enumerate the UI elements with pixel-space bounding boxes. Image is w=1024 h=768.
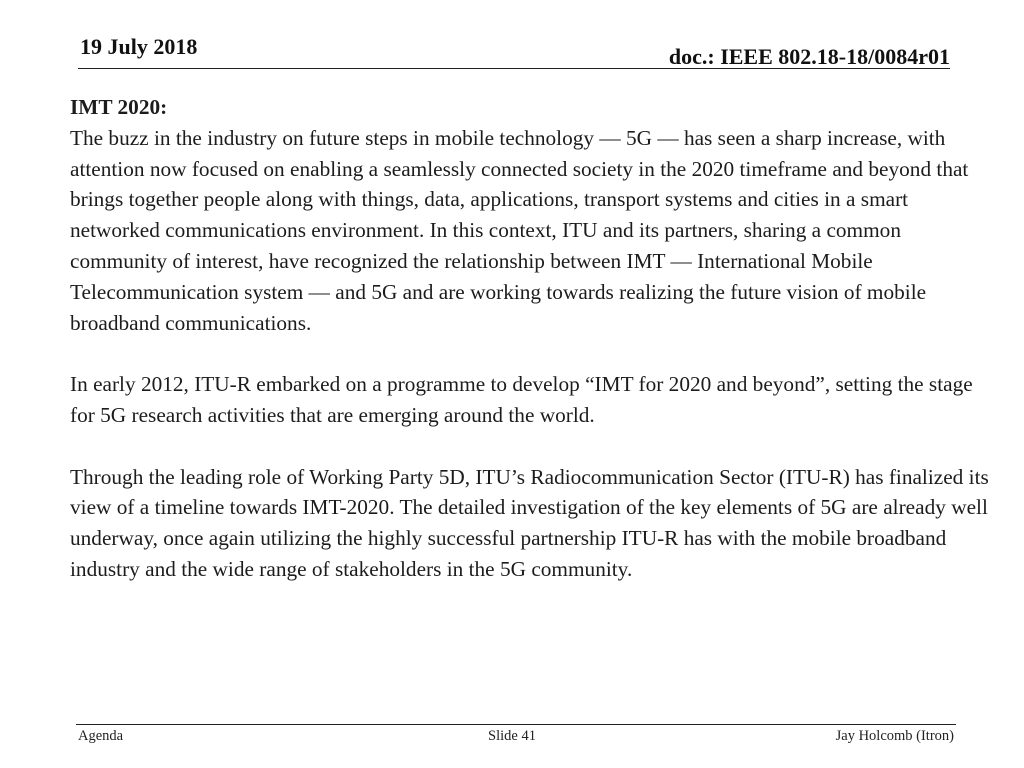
- paragraph-2: In early 2012, ITU-R embarked on a programme to develop “IMT for 2020 and beyond”, setting the stage for 5G research activities that are emerging around the world.: [70, 372, 973, 427]
- header-divider: [78, 68, 950, 69]
- footer-left-text: Agenda: [78, 728, 124, 744]
- paragraph-spacer: [70, 338, 990, 369]
- footer-author: Jay Holcomb (Itron): [835, 728, 954, 744]
- header-date: 19 July 2018: [80, 34, 198, 59]
- footer-divider: [76, 724, 956, 725]
- paragraph-1: The buzz in the industry on future steps in mobile technology — 5G — has seen a sharp increase, with attention now focused on enabling a seamlessly connected society in the 2020 timeframe and beyond that brings together people along with things, data, applications, transport systems and cities in a smart networked communications environment. In this context, ITU and its partners, sharing a common community of interest, have recognized the relationship between IMT — International Mobile Telecommunication system — and 5G and are working towards realizing the future vision of mobile broadband communications.: [70, 125, 969, 335]
- paragraph-3: Through the leading role of Working Party 5D, ITU’s Radiocommunication Sector (ITU-R) has finalized its view of a timeline towards IMT-2020. The detailed investigation of the key elements of 5G are already well underway, once again utilizing the highly successful partnership ITU-R has with the mobile broadband industry and the wide range of stakeholders in the 5G community.: [70, 464, 989, 581]
- slide-number: Slide 41: [488, 728, 536, 744]
- slide-body: [70, 92, 990, 585]
- section-heading: IMT 2020:: [70, 95, 168, 119]
- paragraph-spacer: [70, 431, 990, 462]
- header-doc-id: doc.: IEEE 802.18-18/0084r01: [668, 44, 950, 69]
